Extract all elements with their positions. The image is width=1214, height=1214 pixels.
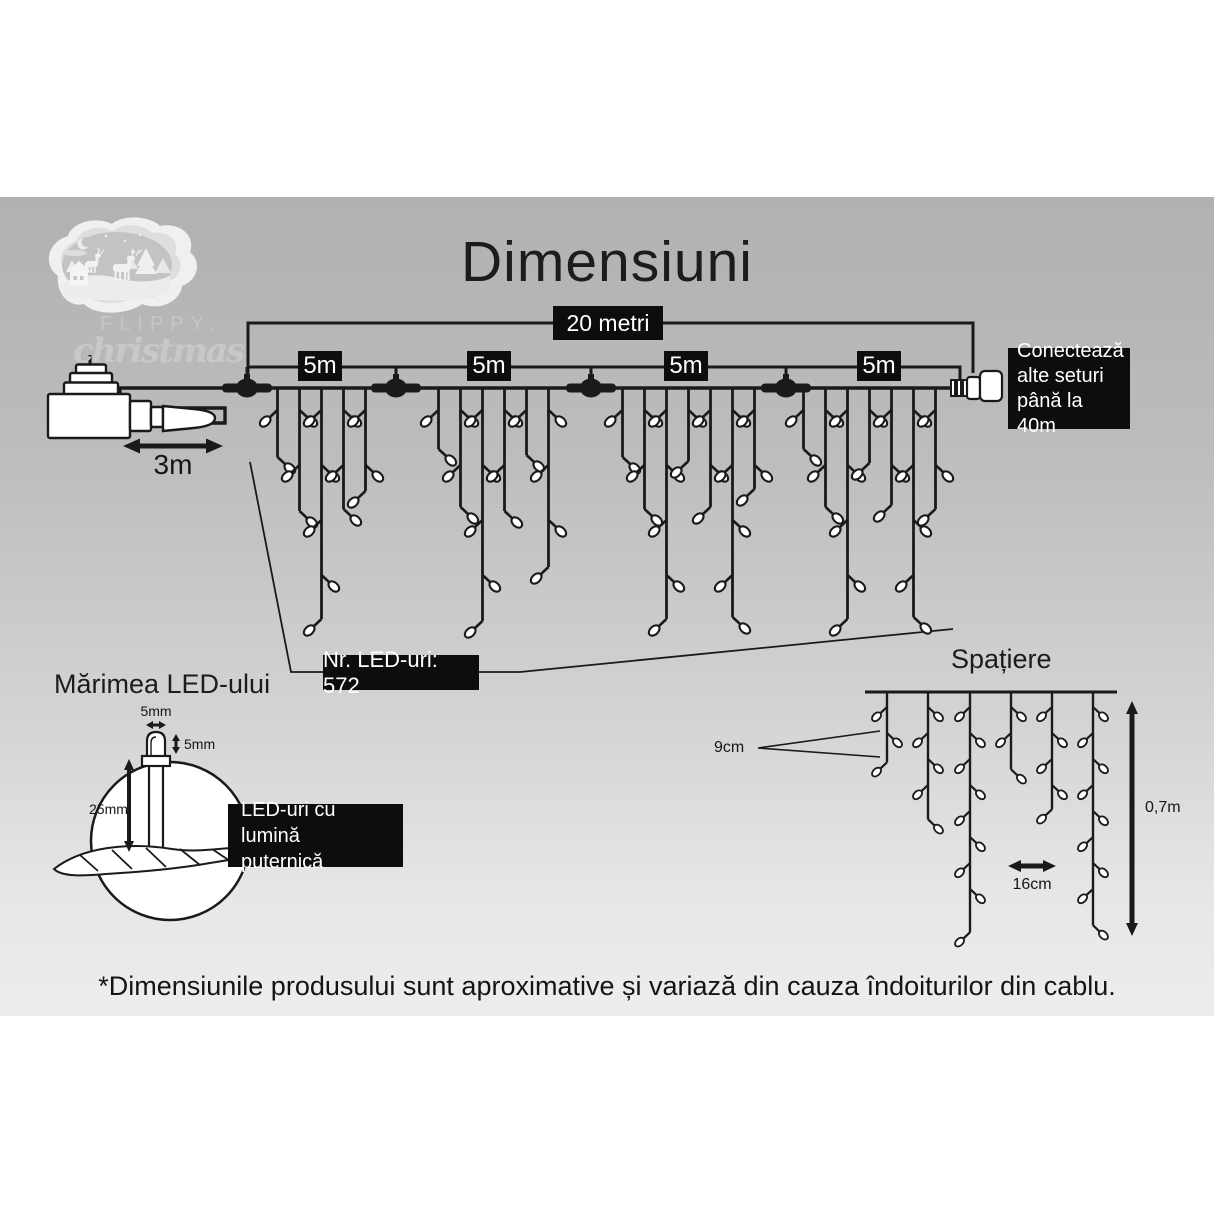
connect-note-line: până la 40m <box>1017 389 1083 437</box>
led-gap-label: 9cm <box>714 739 745 756</box>
spacing-heading: Spațiere <box>951 644 1052 674</box>
led-count-label: Nr. LED-uri: 572 <box>323 655 479 690</box>
page-title: Dimensiuni <box>461 230 753 294</box>
connect-note <box>1008 339 1130 437</box>
curtain-height-label: 0,7m <box>1145 799 1181 816</box>
logo-brand-name: FLIPPY. <box>100 313 221 335</box>
bulb-height-label: 5mm <box>184 736 216 752</box>
section-length-label-3: 5m <box>664 351 708 381</box>
body-length-label: 25mm <box>89 801 128 817</box>
led-brightness-note-line: LED-uri cu lumină <box>241 798 336 847</box>
section-length-label-2: 5m <box>467 351 511 381</box>
led-brightness-note-line: puternică <box>241 850 324 873</box>
connect-note-line: alte seturi <box>1017 364 1104 387</box>
section-length-label-4: 5m <box>857 351 901 381</box>
bulb-width-label: 5mm <box>140 703 172 719</box>
section-length-label-1: 5m <box>298 351 342 381</box>
led-brightness-note <box>228 798 403 873</box>
led-size-heading: Mărimea LED-ului <box>54 669 271 699</box>
logo-brand-script: christmas <box>72 331 244 371</box>
lead-length-label: 3m <box>153 449 193 480</box>
total-length-label: 20 metri <box>553 306 663 340</box>
footnote: *Dimensiunile produsului sunt aproximative și variază din cauza îndoiturilor din cablu. <box>98 971 1116 1001</box>
drop-gap-label: 16cm <box>1012 876 1052 893</box>
connect-note-line: Conectează <box>1017 339 1124 362</box>
